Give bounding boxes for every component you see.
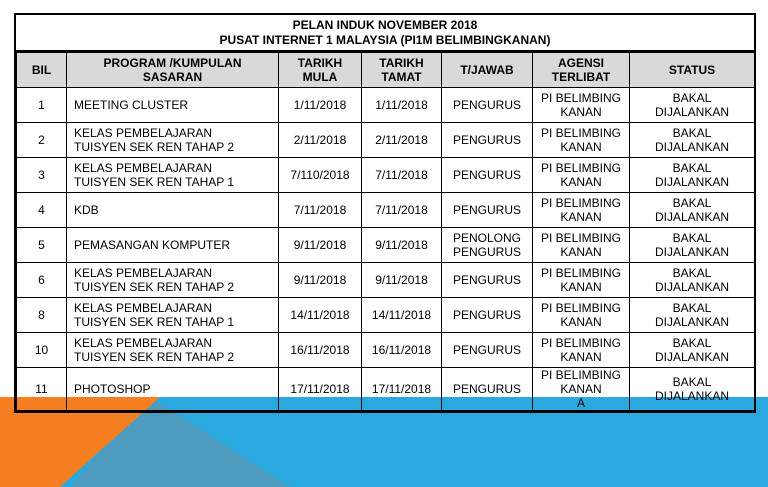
cell-agensi-text: KANAN bbox=[560, 350, 602, 364]
cell-status bbox=[630, 228, 755, 263]
cell-bil bbox=[17, 333, 67, 368]
cell-tjawab bbox=[442, 158, 533, 193]
cell-status-text: DIJALANKAN bbox=[654, 175, 730, 189]
cell-bil bbox=[17, 193, 67, 228]
cell-program-text: KELAS PEMBELAJARAN bbox=[74, 336, 213, 350]
cell-agensi bbox=[533, 333, 630, 368]
cell-agensi-text: KANAN bbox=[560, 382, 602, 396]
cell-bil-text: 1 bbox=[38, 98, 45, 112]
cell-status-text: DIJALANKAN bbox=[654, 350, 730, 364]
cell-tarikh-mula-text: 9/11/2018 bbox=[293, 273, 347, 287]
cell-tjawab-text: PENGURUS bbox=[452, 382, 521, 396]
cell-tjawab bbox=[442, 88, 533, 123]
cell-program bbox=[67, 333, 279, 368]
cell-status bbox=[630, 368, 755, 411]
cell-agensi-text: PI BELIMBING bbox=[540, 231, 622, 245]
cell-agensi bbox=[533, 193, 630, 228]
cell-status bbox=[630, 88, 755, 123]
cell-agensi bbox=[533, 228, 630, 263]
header-tarikh-mula: TARIKH MULA bbox=[279, 53, 362, 88]
cell-program-text: KELAS PEMBELAJARAN bbox=[74, 266, 213, 280]
cell-tjawab bbox=[442, 368, 533, 411]
cell-status-text: DIJALANKAN bbox=[654, 105, 730, 119]
cell-bil bbox=[17, 263, 67, 298]
cell-program bbox=[67, 298, 279, 333]
cell-tarikh-tamat-text: 16/11/2018 bbox=[371, 343, 432, 357]
cell-tarikh-tamat-text: 1/11/2018 bbox=[375, 98, 428, 112]
header-row bbox=[17, 53, 755, 88]
cell-bil bbox=[17, 298, 67, 333]
cell-bil-text: 2 bbox=[38, 133, 45, 147]
cell-tjawab bbox=[442, 193, 533, 228]
cell-tarikh-tamat bbox=[362, 333, 442, 368]
table-row bbox=[17, 263, 755, 298]
header-bil: BIL bbox=[17, 53, 67, 88]
cell-program-text: KELAS PEMBELAJARAN bbox=[74, 126, 213, 140]
cell-bil bbox=[17, 368, 67, 411]
cell-tarikh-tamat-text: 2/11/2018 bbox=[375, 133, 428, 147]
cell-tjawab bbox=[442, 123, 533, 158]
table-row bbox=[17, 123, 755, 158]
cell-status-text: BAKAL bbox=[672, 266, 712, 280]
cell-program-text: TUISYEN SEK REN TAHAP 2 bbox=[74, 280, 235, 294]
cell-tarikh-mula bbox=[279, 368, 362, 411]
cell-tjawab-text: PENGURUS bbox=[452, 98, 521, 112]
cell-agensi-text: PI BELIMBING bbox=[540, 301, 622, 315]
table-row bbox=[17, 368, 755, 411]
header-program: PROGRAM /KUMPULAN SASARAN bbox=[67, 53, 279, 88]
cell-tarikh-mula bbox=[279, 228, 362, 263]
cell-tarikh-mula bbox=[279, 298, 362, 333]
cell-agensi-text: PI BELIMBING bbox=[540, 196, 622, 210]
cell-status-text: DIJALANKAN bbox=[654, 210, 730, 224]
header-tarikh-tamat: TARIKH TAMAT bbox=[362, 53, 442, 88]
cell-tjawab-text: PENGURUS bbox=[452, 133, 521, 147]
cell-tjawab bbox=[442, 228, 533, 263]
title-line-1: PELAN INDUK NOVEMBER 2018 bbox=[292, 18, 478, 32]
cell-tarikh-tamat-text: 17/11/2018 bbox=[371, 382, 432, 396]
cell-agensi-text: KANAN bbox=[560, 315, 602, 329]
cell-agensi-text: PI BELIMBING bbox=[540, 126, 622, 140]
cell-agensi-text: KANAN bbox=[560, 210, 602, 224]
cell-status-text: DIJALANKAN bbox=[654, 389, 730, 403]
schedule-table bbox=[16, 52, 755, 411]
cell-bil-text: 10 bbox=[34, 343, 49, 357]
cell-program-text: TUISYEN SEK REN TAHAP 2 bbox=[74, 140, 235, 154]
cell-tjawab-text: PENGURUS bbox=[452, 343, 521, 357]
cell-agensi-text: A bbox=[576, 396, 585, 410]
cell-status-text: BAKAL bbox=[672, 336, 712, 350]
cell-tarikh-mula-text: 2/11/2018 bbox=[293, 133, 347, 147]
cell-agensi-text: PI BELIMBING bbox=[540, 336, 622, 350]
cell-status-text: BAKAL bbox=[672, 375, 712, 389]
cell-agensi-text: KANAN bbox=[560, 175, 602, 189]
cell-program-text: PEMASANGAN KOMPUTER bbox=[74, 238, 231, 252]
cell-status bbox=[630, 298, 755, 333]
cell-program-text: KDB bbox=[74, 203, 99, 217]
table-row bbox=[17, 333, 755, 368]
schedule-sheet bbox=[14, 13, 756, 413]
cell-status bbox=[630, 333, 755, 368]
cell-tarikh-mula-text: 7/110/2018 bbox=[290, 168, 350, 182]
cell-program bbox=[67, 123, 279, 158]
cell-bil-text: 3 bbox=[38, 168, 45, 182]
cell-tarikh-mula-text: 1/11/2018 bbox=[293, 98, 347, 112]
cell-agensi-text: KANAN bbox=[560, 140, 602, 154]
cell-status bbox=[630, 158, 755, 193]
cell-status-text: BAKAL bbox=[672, 161, 712, 175]
table-body bbox=[17, 88, 755, 411]
cell-program bbox=[67, 368, 279, 411]
header-agensi: AGENSI TERLIBAT bbox=[533, 53, 630, 88]
cell-agensi-text: PI BELIMBING bbox=[540, 266, 622, 280]
cell-status-text: BAKAL bbox=[672, 91, 712, 105]
table-row bbox=[17, 158, 755, 193]
cell-program-text: KELAS PEMBELAJARAN bbox=[74, 301, 213, 315]
table-row bbox=[17, 228, 755, 263]
cell-tarikh-tamat-text: 9/11/2018 bbox=[375, 238, 428, 252]
cell-tarikh-mula bbox=[279, 123, 362, 158]
cell-status-text: DIJALANKAN bbox=[654, 140, 730, 154]
cell-bil bbox=[17, 228, 67, 263]
cell-tarikh-mula bbox=[279, 333, 362, 368]
cell-bil-text: 6 bbox=[38, 273, 45, 287]
cell-program-text: MEETING CLUSTER bbox=[74, 98, 189, 112]
cell-agensi-text: KANAN bbox=[560, 105, 602, 119]
cell-tarikh-tamat-text: 9/11/2018 bbox=[375, 273, 428, 287]
cell-bil bbox=[17, 123, 67, 158]
cell-status-text: BAKAL bbox=[672, 126, 712, 140]
header-tjawab: T/JAWAB bbox=[442, 53, 533, 88]
cell-status bbox=[630, 263, 755, 298]
cell-agensi-text: KANAN bbox=[560, 280, 602, 294]
cell-bil bbox=[17, 88, 67, 123]
cell-tjawab-text: PENGURUS bbox=[452, 203, 521, 217]
cell-tarikh-tamat bbox=[362, 193, 442, 228]
cell-program-text: TUISYEN SEK REN TAHAP 1 bbox=[74, 175, 235, 189]
cell-tarikh-tamat-text: 7/11/2018 bbox=[375, 168, 428, 182]
cell-tjawab bbox=[442, 298, 533, 333]
cell-agensi bbox=[533, 88, 630, 123]
cell-program bbox=[67, 228, 279, 263]
cell-tarikh-mula bbox=[279, 193, 362, 228]
cell-program-text: TUISYEN SEK REN TAHAP 2 bbox=[74, 350, 235, 364]
cell-tarikh-mula-text: 16/11/2018 bbox=[290, 343, 350, 357]
cell-tarikh-mula bbox=[279, 88, 362, 123]
cell-program-text: TUISYEN SEK REN TAHAP 1 bbox=[74, 315, 235, 329]
table-row bbox=[17, 298, 755, 333]
cell-bil-text: 11 bbox=[35, 382, 48, 396]
cell-tarikh-tamat-text: 7/11/2018 bbox=[375, 203, 428, 217]
cell-tarikh-tamat bbox=[362, 263, 442, 298]
cell-agensi bbox=[533, 368, 630, 411]
cell-status-text: BAKAL bbox=[672, 196, 712, 210]
cell-agensi-text: PI BELIMBING bbox=[540, 91, 622, 105]
cell-status-text: DIJALANKAN bbox=[654, 315, 730, 329]
cell-bil-text: 4 bbox=[38, 203, 45, 217]
cell-tarikh-mula bbox=[279, 263, 362, 298]
cell-bil-text: 5 bbox=[38, 238, 45, 252]
cell-status-text: BAKAL bbox=[672, 231, 712, 245]
cell-status-text: DIJALANKAN bbox=[654, 280, 730, 294]
cell-program bbox=[67, 193, 279, 228]
cell-tarikh-tamat bbox=[362, 158, 442, 193]
cell-program bbox=[67, 263, 279, 298]
cell-tjawab bbox=[442, 333, 533, 368]
cell-agensi-text: PI BELIMBING bbox=[540, 161, 622, 175]
cell-status-text: DIJALANKAN bbox=[654, 245, 730, 259]
table-row bbox=[17, 88, 755, 123]
cell-program bbox=[67, 158, 279, 193]
cell-tjawab-text: PENGURUS bbox=[452, 273, 521, 287]
cell-tarikh-tamat bbox=[362, 368, 442, 411]
table-row bbox=[17, 193, 755, 228]
cell-agensi bbox=[533, 123, 630, 158]
cell-tjawab-text: PENGURUS bbox=[452, 245, 521, 259]
cell-agensi bbox=[533, 298, 630, 333]
cell-agensi-text: KANAN bbox=[560, 245, 602, 259]
cell-program-text: PHOTOSHOP bbox=[74, 382, 151, 396]
cell-status-text: BAKAL bbox=[672, 301, 712, 315]
cell-agensi bbox=[533, 158, 630, 193]
cell-agensi-text: PI BELIMBING bbox=[540, 368, 622, 382]
header-status: STATUS bbox=[630, 53, 755, 88]
cell-agensi bbox=[533, 263, 630, 298]
cell-bil-text: 8 bbox=[38, 308, 45, 322]
cell-tarikh-tamat bbox=[362, 88, 442, 123]
cell-tarikh-tamat-text: 14/11/2018 bbox=[371, 308, 432, 322]
cell-tarikh-mula bbox=[279, 158, 362, 193]
cell-tarikh-mula-text: 7/11/2018 bbox=[293, 203, 347, 217]
cell-tarikh-tamat bbox=[362, 228, 442, 263]
sheet-title bbox=[16, 15, 754, 52]
cell-tarikh-mula-text: 9/11/2018 bbox=[293, 238, 347, 252]
cell-status bbox=[630, 123, 755, 158]
title-line-2: PUSAT INTERNET 1 MALAYSIA (PI1M BELIMBINGKANAN) bbox=[219, 33, 551, 47]
cell-tjawab-text: PENOLONG bbox=[452, 231, 521, 245]
cell-program-text: KELAS PEMBELAJARAN bbox=[74, 161, 213, 175]
cell-tjawab-text: PENGURUS bbox=[452, 168, 521, 182]
cell-tjawab bbox=[442, 263, 533, 298]
cell-program bbox=[67, 88, 279, 123]
cell-tarikh-mula-text: 17/11/2018 bbox=[290, 382, 350, 396]
cell-tjawab-text: PENGURUS bbox=[452, 308, 521, 322]
cell-tarikh-tamat bbox=[362, 123, 442, 158]
cell-status bbox=[630, 193, 755, 228]
cell-tarikh-tamat bbox=[362, 298, 442, 333]
cell-tarikh-mula-text: 14/11/2018 bbox=[290, 308, 350, 322]
cell-bil bbox=[17, 158, 67, 193]
